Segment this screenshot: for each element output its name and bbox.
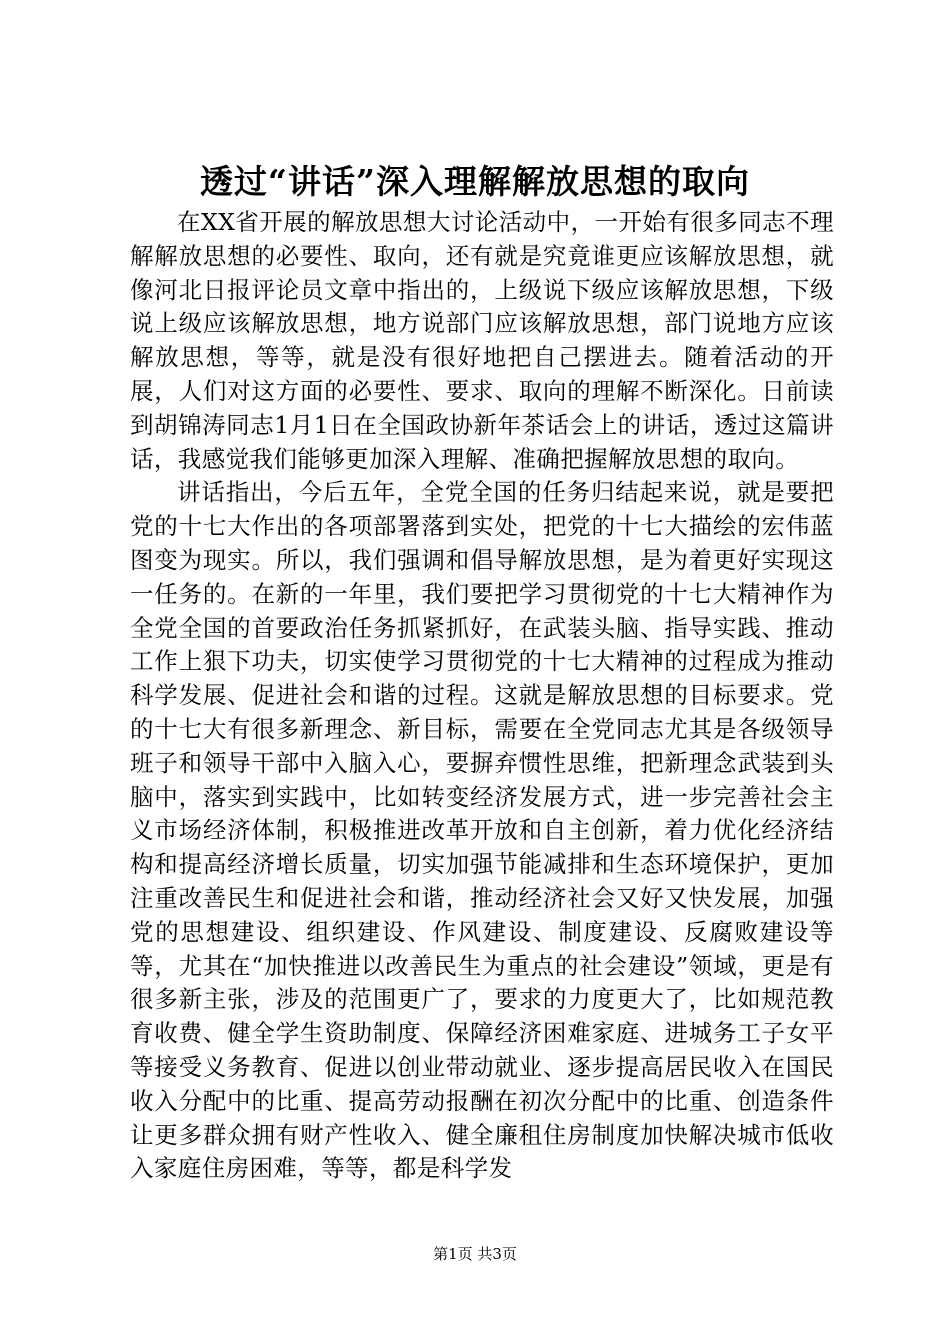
- paragraph-1: 在XX省开展的解放思想大讨论活动中，一开始有很多同志不理解解放思想的必要性、取向，还有就是究竟谁更应该解放思想，就像河北日报评论员文章中指出的，上级说下级应该解放思想，下级说上级应该解放思想，地方说部门应该解放思想，部门说地方应该解放思想，等等，就是没有很好地把自己摆进去。随着活动的开展，人们对这方面的必要性、要求、取向的理解不断深化。日前读到胡锦涛同志1月1日在全国政协新年茶话会上的讲话，透过这篇讲话，我感觉我们能够更加深入理解、准确把握解放思想的取向。: [130, 208, 834, 473]
- paragraph-2: 讲话指出，今后五年，全党全国的任务归结起来说，就是要把党的十七大作出的各项部署落到实处，把党的十七大描绘的宏伟蓝图变为现实。所以，我们强调和倡导解放思想，是为着更好实现这一任务的。在新的一年里，我们要把学习贯彻党的十七大精神作为全党全国的首要政治任务抓紧抓好，在武装头脑、指导实践、推动工作上狠下功夫，切实使学习贯彻党的十七大精神的过程成为推动科学发展、促进社会和谐的过程。这就是解放思想的目标要求。党的十七大有很多新理念、新目标，需要在全党同志尤其是各级领导班子和领导干部中入脑入心，要摒弃惯性思维，把新理念武装到头脑中，落实到实践中，比如转变经济发展方式，进一步完善社会主义市场经济体制，积极推进改革开放和自主创新，着力优化经济结构和提高经济增长质量，切实加强节能减排和生态环境保护，更加注重改善民生和促进社会和谐，推动经济社会又好又快发展，加强党的思想建设、组织建设、作风建设、制度建设、反腐败建设等等，尤其在“加快推进以改善民生为重点的社会建设”领域，更是有很多新主张，涉及的范围更广了，要求的力度更大了，比如规范教育收费、健全学生资助制度、保障经济困难家庭、进城务工子女平等接受义务教育、促进以创业带动就业、逐步提高居民收入在国民收入分配中的比重、提高劳动报酬在初次分配中的比重、创造条件让更多群众拥有财产性收入、健全廉租住房制度加快解决城市低收入家庭住房困难，等等，都是科学发: [130, 478, 834, 1183]
- document-body: [130, 206, 834, 1186]
- page-footer: 第1页 共3页: [433, 1245, 517, 1263]
- document-title: 透过“讲话”深入理解解放思想的取向: [200, 162, 750, 201]
